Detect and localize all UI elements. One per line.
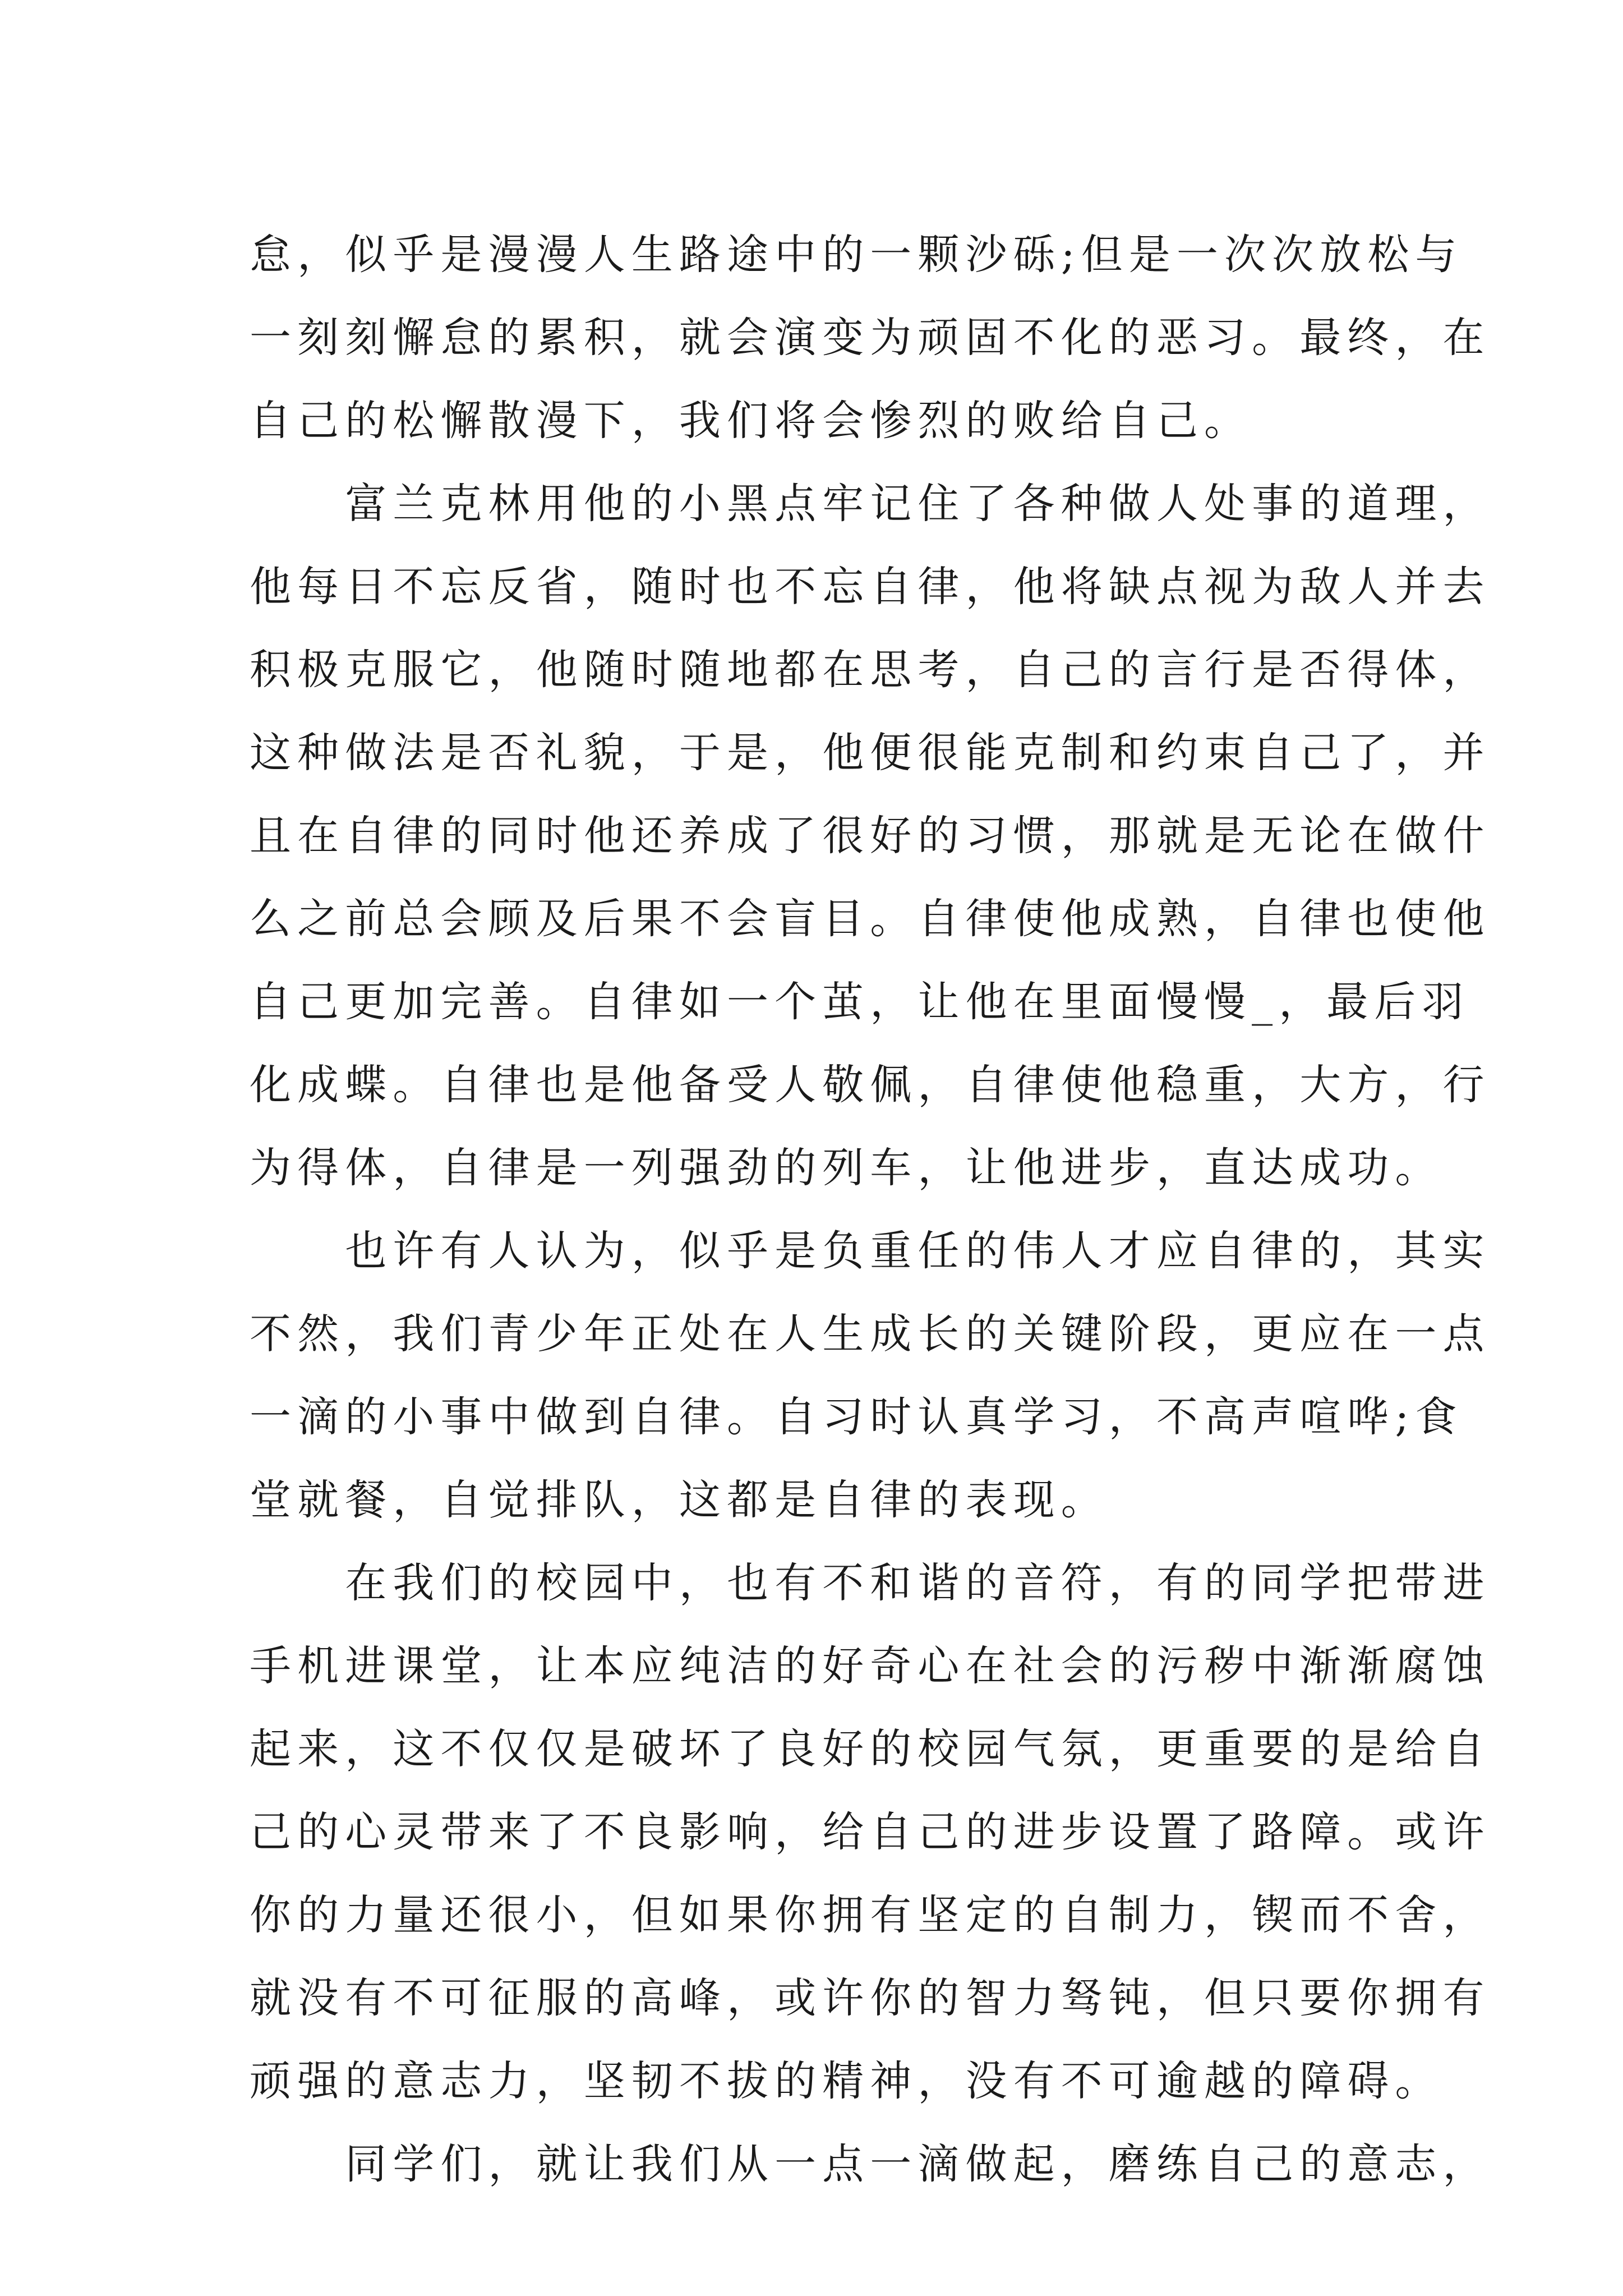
- text-line: 一滴的小事中做到自律。自习时认真学习，不高声喧哗;食: [250, 1393, 1463, 1441]
- text-line: 这种做法是否礼貌，于是，他便很能克制和约束自己了，并: [250, 729, 1491, 777]
- text-line: 怠，似乎是漫漫人生路途中的一颗沙砾;但是一次次放松与: [250, 231, 1463, 279]
- text-line: 化成蝶。自律也是他备受人敬佩，自律使他稳重，大方，行: [250, 1061, 1491, 1109]
- paragraph-first-line: 在我们的校园中，也有不和谐的音符，有的同学把带进: [345, 1559, 1491, 1607]
- text-line: 么之前总会顾及后果不会盲目。自律使他成熟，自律也使他: [250, 895, 1491, 943]
- text-line: 自己更加完善。自律如一个茧，让他在里面慢慢_，最后羽: [250, 978, 1470, 1026]
- text-line: 且在自律的同时他还养成了很好的习惯，那就是无论在做什: [250, 812, 1491, 860]
- text-line: 他每日不忘反省，随时也不忘自律，他将缺点视为敌人并去: [250, 563, 1491, 611]
- text-line: 就没有不可征服的高峰，或许你的智力驽钝，但只要你拥有: [250, 1974, 1491, 2022]
- text-line: 为得体，自律是一列强劲的列车，让他进步，直达成功。: [250, 1144, 1443, 1192]
- text-line: 积极克服它，他随时随地都在思考，自己的言行是否得体，: [250, 646, 1491, 694]
- paragraph-first-line: 富兰克林用他的小黑点牢记住了各种做人处事的道理，: [345, 480, 1491, 528]
- paragraph-first-line: 也许有人认为，似乎是负重任的伟人才应自律的，其实: [345, 1227, 1491, 1275]
- text-line: 堂就餐，自觉排队，这都是自律的表现。: [250, 1476, 1109, 1524]
- text-line: 自己的松懈散漫下，我们将会惨烈的败给自己。: [250, 397, 1252, 445]
- text-line: 己的心灵带来了不良影响，给自己的进步设置了路障。或许: [250, 1808, 1491, 1856]
- text-line: 手机进课堂，让本应纯洁的好奇心在社会的污秽中渐渐腐蚀: [250, 1642, 1491, 1690]
- body-text: [250, 213, 1491, 2206]
- paragraph-first-line: 同学们，就让我们从一点一滴做起，磨练自己的意志，: [345, 2140, 1491, 2188]
- text-line: 起来，这不仅仅是破坏了良好的校园气氛，更重要的是给自: [250, 1725, 1491, 1773]
- text-line: 你的力量还很小，但如果你拥有坚定的自制力，锲而不舍，: [250, 1891, 1491, 1939]
- text-line: 一刻刻懈怠的累积，就会演变为顽固不化的恶习。最终，在: [250, 314, 1491, 362]
- text-line: 顽强的意志力，坚韧不拔的精神，没有不可逾越的障碍。: [250, 2057, 1443, 2105]
- text-line: 不然，我们青少年正处在人生成长的关键阶段，更应在一点: [250, 1310, 1491, 1358]
